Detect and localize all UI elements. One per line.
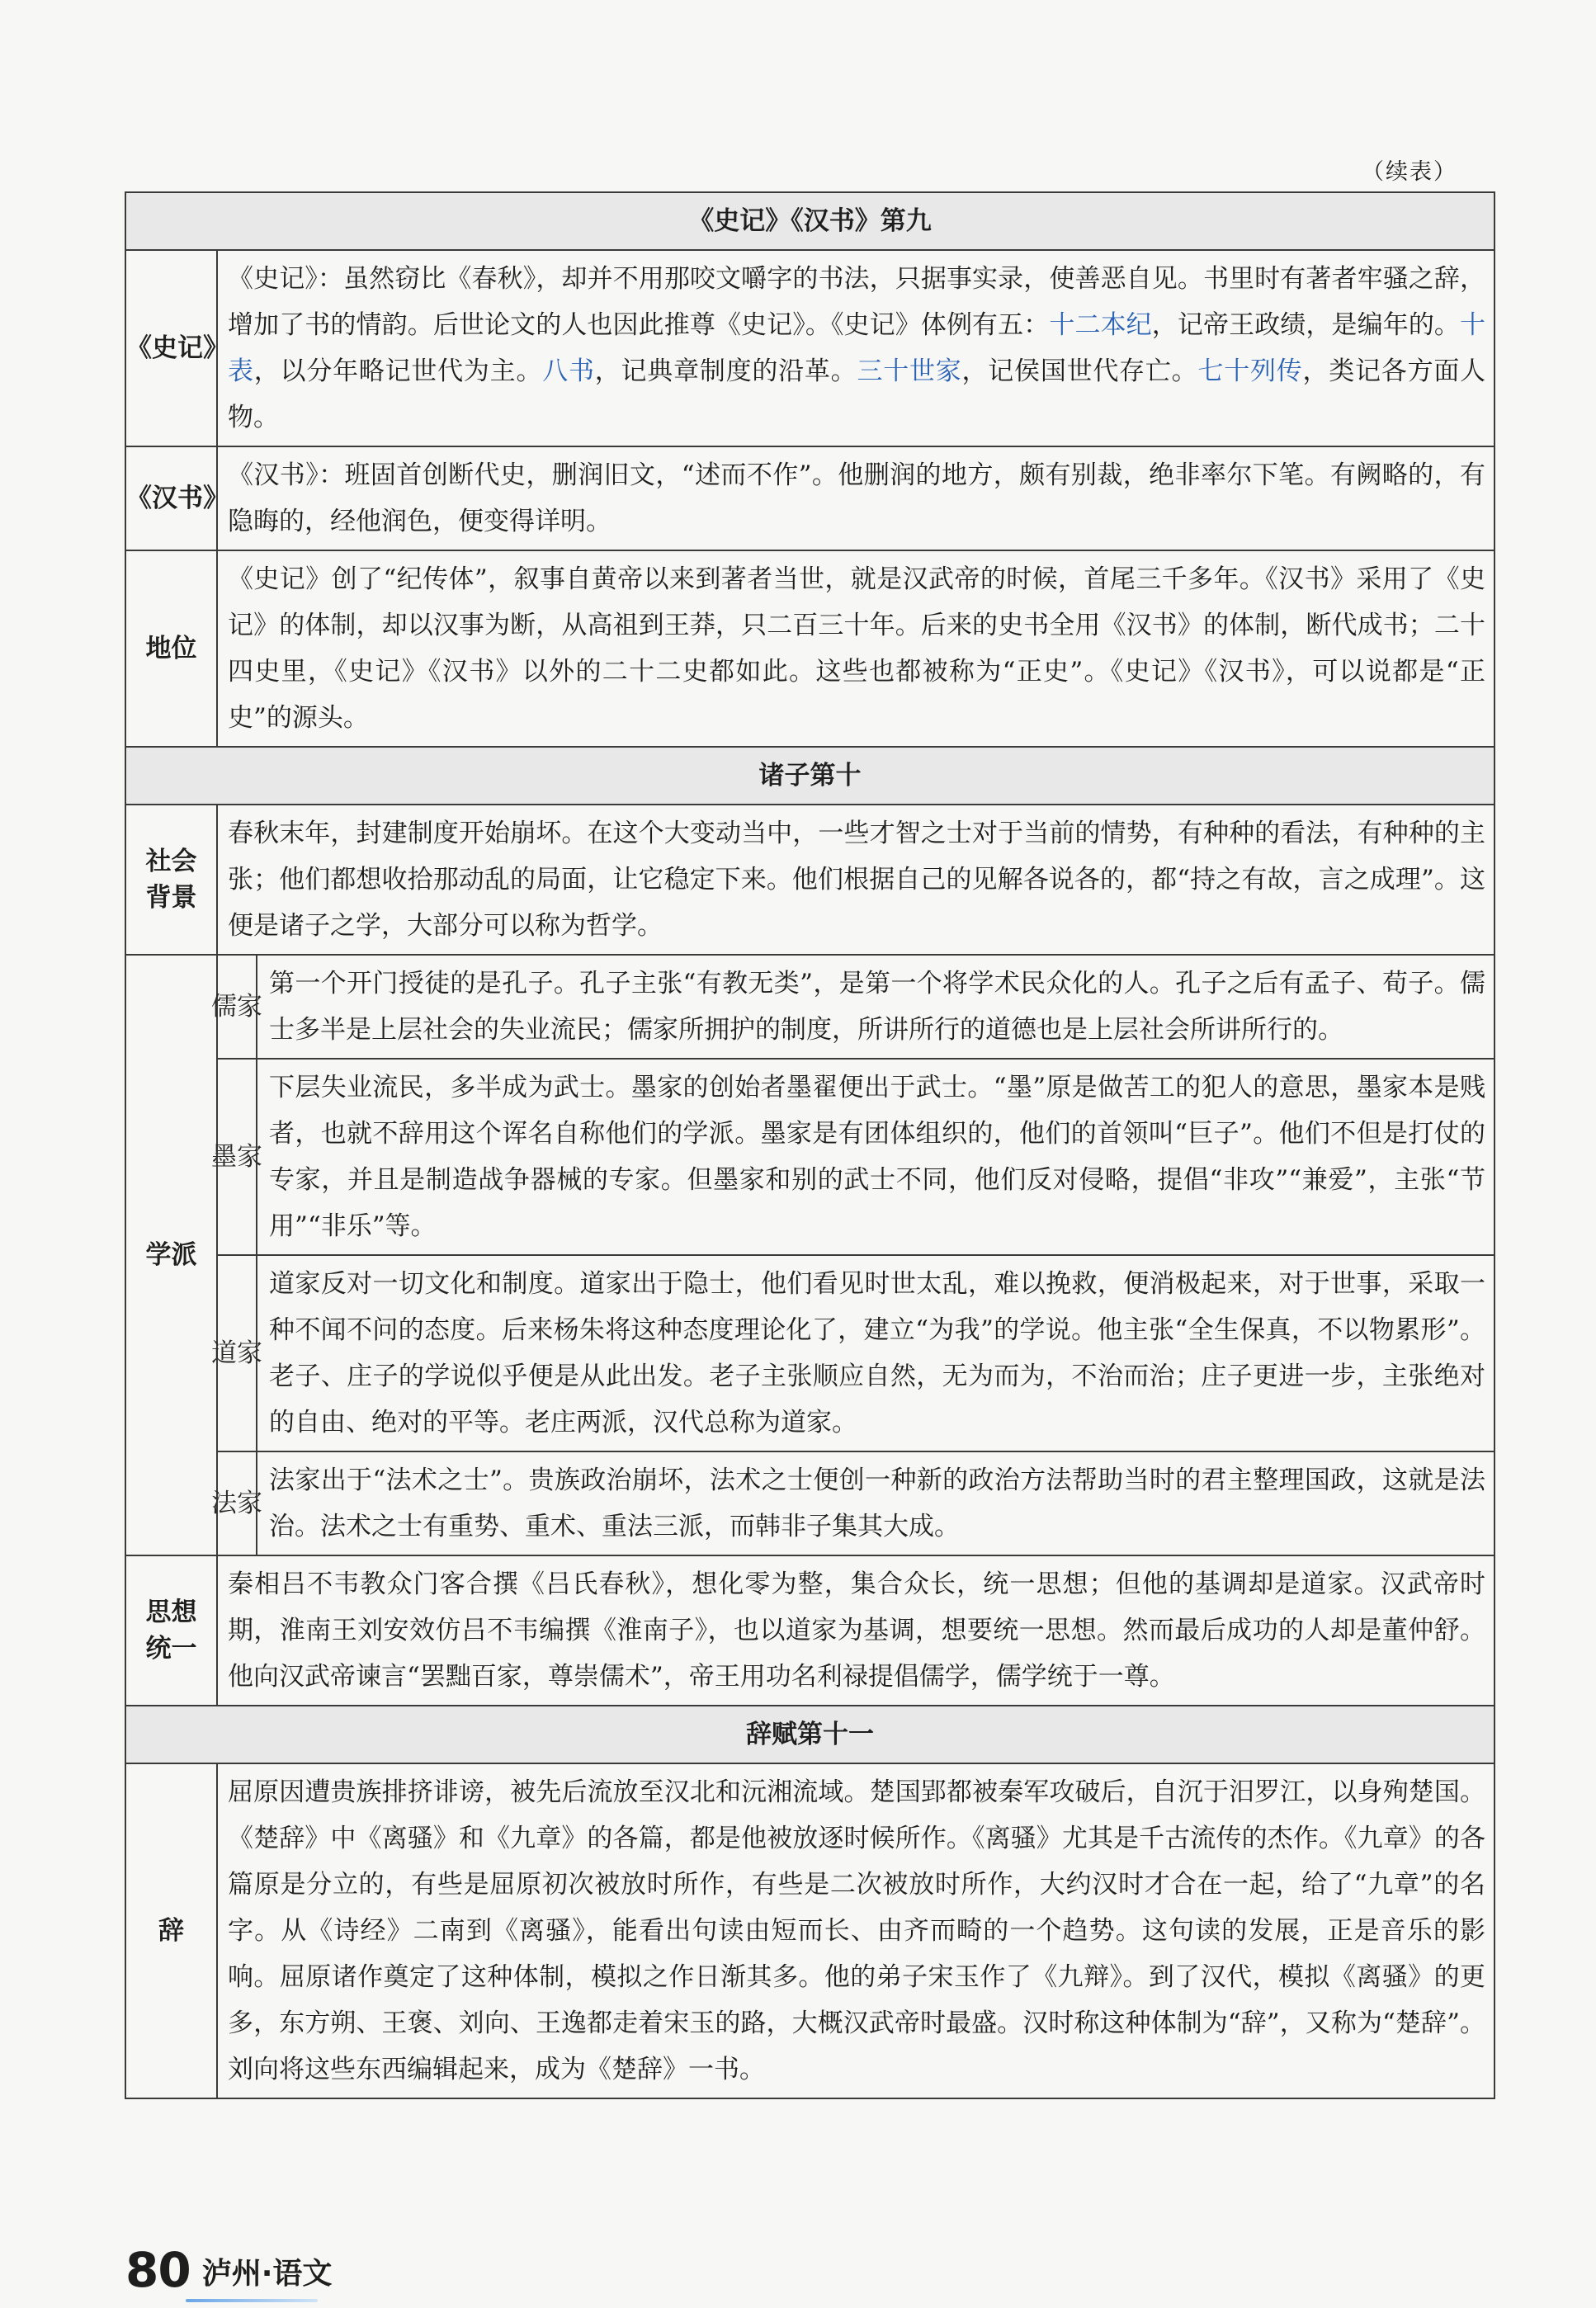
row-label-shiji: 《史记》: [125, 250, 217, 446]
school-text-mo: 下层失业流民，多半成为武士。墨家的创始者墨翟便出于武士。“墨”原是做苦工的犯人的意思，墨家本是贱者，也就不辞用这个诨名自称他们的学派。墨家是有团体组织的，他们的首领叫“巨子”。他们不但是打仗的专家，并且是制造战争器械的专家。但墨家和别的武士不同，他们反对侵略，提倡“非攻”“兼爱”，主张“节用”“非乐”等。: [269, 1073, 1485, 1241]
section-header-row: [125, 1706, 1494, 1763]
school-name-char: 儒: [211, 992, 237, 1022]
school-name-char: 家: [237, 1489, 262, 1518]
section-header-shiji-hanshu: 《史记》《汉书》第九: [125, 192, 1494, 250]
label-line: 统一: [145, 1634, 197, 1664]
content-table: [125, 191, 1495, 2099]
school-text-ru: 第一个开门授徒的是孔子。孔子主张“有教无类”，是第一个将学术民众化的人。孔子之后有孟子、荀子。儒士多半是上层社会的失业流民；儒家所拥护的制度，所讲所行的道德也是上层社会所讲所行的。: [269, 969, 1485, 1045]
row-text-background: 春秋末年，封建制度开始崩坏。在这个大变动当中，一些才智之士对于当前的情势，有种种的看法，有种种的主张；他们都想收拾那动乱的局面，让它稳定下来。他们根据自己的见解各说各的，都“持之有故，言之成理”。这便是诸子之学，大部分可以称为哲学。: [217, 805, 1494, 955]
table-row: [125, 1555, 1494, 1706]
book-title: 泸州·语文: [201, 2257, 333, 2291]
shiji-text-part: 《史记》：虽然窃比《春秋》，却并不用那咬文嚼字的书法，只据事实录，使善恶自见。书里时有著者牢骚之辞，增加了书的情韵。后世论文的人也因此推尊《史记》。《史记》体例有五：: [228, 264, 1485, 340]
footer-accent-line: [186, 2299, 318, 2302]
shiji-text-part: ，以分年略记世代为主。: [253, 356, 543, 386]
row-label-background: [125, 805, 217, 955]
label-line: 思想: [145, 1598, 197, 1627]
shiji-text-part: ，记典章制度的沿革。: [594, 356, 857, 386]
table-row: [125, 250, 1494, 446]
school-name-fa: [211, 1452, 262, 1555]
school-name-char: 家: [237, 1142, 262, 1172]
school-ru: [211, 956, 1494, 1058]
school-name-char: 墨: [211, 1142, 237, 1172]
school-text-dao: 道家反对一切文化和制度。道家出于隐士，他们看见时世太乱，难以挽救，便消极起来，对于世事，采取一种不闻不问的态度。后来杨朱将这种态度理论化了，建立“为我”的学说。他主张“全生保真，不以物累形”。老子、庄子的学说似乎便是从此出发。老子主张顺应自然，无为而为，不治而治；庄子更进一步，主张绝对的自由、绝对的平等。老庄两派，汉代总称为道家。: [269, 1269, 1485, 1437]
school-name-ru: [211, 956, 262, 1058]
table-row: [125, 955, 1494, 1555]
school-name-char: 家: [237, 992, 262, 1022]
label-line: 背景: [145, 883, 197, 913]
school-name-char: 家: [237, 1338, 262, 1368]
school-name-dao: [211, 1256, 262, 1451]
highlight-term: 八书: [542, 356, 595, 386]
table-row: [125, 1763, 1494, 2098]
highlight-term: 十二本纪: [1049, 310, 1152, 340]
row-text-hanshu: 《汉书》：班固首创断代史，删润旧文，“述而不作”。他删润的地方，颇有别裁，绝非率尔下笔。有阙略的，有隐晦的，经他润色，便变得详明。: [217, 446, 1494, 550]
row-label-unification: [125, 1555, 217, 1706]
continued-label: （续表）: [1362, 159, 1457, 185]
section-header-cifu: 辞赋第十一: [125, 1706, 1494, 1763]
school-dao: [211, 1254, 1494, 1451]
row-text-ci: 屈原因遭贵族排挤诽谤，被先后流放至汉北和沅湘流域。楚国郢都被秦军攻破后，自沉于汨罗江，以身殉楚国。《楚辞》中《离骚》和《九章》的各篇，都是他被放逐时候所作。《离骚》尤其是千古流传的杰作。《九章》的各篇原是分立的，有些是屈原初次被放时所作，有些是二次被放时所作，大约汉时才合在一起，给了“九章”的名字。从《诗经》二南到《离骚》，能看出句读由短而长、由齐而畸的一个趋势。这句读的发展，正是音乐的影响。屈原诸作奠定了这种体制，模拟之作日渐其多。他的弟子宋玉作了《九辩》。到了汉代，模拟《离骚》的更多，东方朔、王褒、刘向、王逸都走着宋玉的路，大概汉武帝时最盛。汉时称这种体制为“辞”，又称为“楚辞”。刘向将这些东西编辑起来，成为《楚辞》一书。: [217, 1763, 1494, 2098]
shiji-text-part: ，记帝王政绩，是编年的。: [1151, 310, 1461, 340]
row-label-status: 地位: [125, 550, 217, 747]
section-header-zhuzi: 诸子第十: [125, 747, 1494, 805]
row-label-hanshu: 《汉书》: [125, 446, 217, 550]
table-row: [125, 446, 1494, 550]
table-row: [125, 550, 1494, 747]
school-name-mo: [211, 1060, 262, 1254]
section-header-row: [125, 747, 1494, 805]
label-line: 社会: [145, 847, 197, 876]
row-label-ci: 辞: [125, 1763, 217, 2098]
shiji-text-part: ，类记各方面人物。: [228, 356, 1486, 432]
table-row: [125, 805, 1494, 955]
highlight-term: 七十列传: [1197, 356, 1303, 386]
row-text-status: 《史记》创了“纪传体”，叙事自黄帝以来到著者当世，就是汉武帝的时候，首尾三千多年。《汉书》采用了《史记》的体制，却以汉事为断，从高祖到王莽，只二百三十年。后来的史书全用《汉书》的体制，断代成书；二十四史里，《史记》《汉书》以外的二十二史都如此。这些也都被称为“正史”。《史记》《汉书》，可以说都是“正史”的源头。: [217, 550, 1494, 747]
school-mo: [211, 1058, 1494, 1254]
school-fa: [211, 1451, 1494, 1555]
school-name-char: 法: [211, 1489, 237, 1518]
row-text-unification: 秦相吕不韦教众门客合撰《吕氏春秋》，想化零为整，集合众长，统一思想；但他的基调却是道家。汉武帝时期，淮南王刘安效仿吕不韦编撰《淮南子》，也以道家为基调，想要统一思想。然而最后成功的人却是董仲舒。他向汉武帝谏言“罢黜百家，尊崇儒术”，帝王用功名利禄提倡儒学，儒学统于一尊。: [217, 1555, 1494, 1706]
page-number: 80: [125, 2242, 191, 2298]
section-header-row: [125, 192, 1494, 250]
row-label-schools: 学派: [125, 955, 217, 1555]
schools-cell: [211, 955, 1494, 1555]
highlight-term: 十表: [228, 310, 1486, 386]
school-text-fa: 法家出于“法术之士”。贵族政治崩坏，法术之士便创一种新的政治方法帮助当时的君主整理国政，这就是法治。法术之士有重势、重术、重法三派，而韩非子集其大成。: [269, 1466, 1485, 1541]
school-name-char: 道: [211, 1338, 237, 1368]
row-text-shiji: [217, 250, 1494, 446]
highlight-term: 三十世家: [857, 356, 962, 386]
page-footer: [125, 2242, 333, 2298]
shiji-text-part: ，记侯国世代存亡。: [961, 356, 1198, 386]
